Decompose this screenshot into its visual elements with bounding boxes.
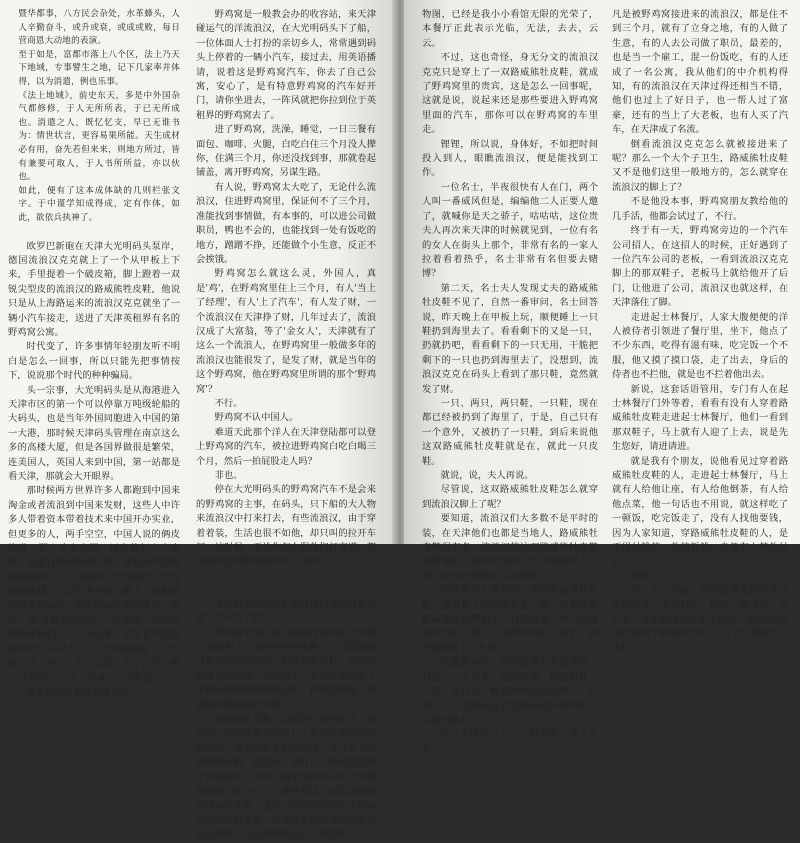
paragraph: 自从天津教会立下了野鸡窝，多少年来， xyxy=(422,729,598,755)
paragraph: 今天野鸡窝里怎么就得德国流浪汉克克进了汽车里了呢？ xyxy=(196,598,376,625)
paragraph: 野鸡窝里事，因为流浪汉克克脚上穿着一双那种上下来的闪亮的皮鞋，一双比流浪汉更流浪汉的比尔，路威熊牡皮鞋，何况有路威熊牡皮鞋，野鸡窝里，是从天津码头下来的有钱的路威熊牡皮鞋，你知道外国人都懂得的路威熊牡皮鞋！ xyxy=(196,627,376,711)
right-page-column-1 xyxy=(422,8,598,755)
paragraph: 不是他没本事，野鸡窝朋友教给他的几手活，他都会试过了，不行。 xyxy=(612,196,788,222)
paragraph: 倒看流浪汉克克怎么就被接进来了呢？那么一个大个子卫生，路威熊牡皮鞋又不是他们这里一般地方的，怎么就穿在流浪汉的脚上了？ xyxy=(612,138,788,193)
paragraph: 不行。 xyxy=(214,397,243,409)
right-page xyxy=(404,0,800,755)
paragraph: 就是我有个朋友，说他看见过穿着路威熊牡皮鞋的人，走进起士林餐厅，马上就有人给他让座，有人给他倒茶，有人给他点菜，他一句话也不用说，就这样吃了一顿饭，吃完饭走了，没有人找他要钱，因为人家知道，穿路威熊牡皮鞋的人，是不用付钱的，他的饭钱，自然有人替他付的。 xyxy=(612,455,788,568)
right-page-column-2 xyxy=(612,8,788,654)
paragraph: 欧罗巴新砲在天津大光明码头泵岸，德国流浪汉克克就上了一个从甲板上下来，手里提着一个破皮箱，脚上蹬着一双锐尖型皮的流浪汉的路威熊牲皮鞋，他说只是从上海路运来的流浪汉克克就坐了一辆小汽车接走，送进了天津英租界有名的野鸡窝公寓。 xyxy=(8,240,180,338)
paragraph: 穿帮了。 xyxy=(630,570,668,582)
paragraph: 有人说，野鸡窝太大吃了，无论什么流浪汉，住进野鸡窝里，保证何不了三个月，准能找到事情做，有本事的，可以进公司做职员，鸭也不会的，也能找到一处有饭吃的地方，蹭蹭不挣，还能做个小生意，反正不会挨饿。 xyxy=(196,181,376,265)
paragraph: 走进起士林餐厅，人家大腹便便的洋人被侍者引领进了餐厅里，坐下，他点了不少东西，吃得有滋有味，吃完饭一个不服，他又摸了摸口袋，走了出去，身后的侍者也不拦他，就是也不拦着他出去。 xyxy=(612,311,788,381)
paragraph: 暨华都事，八方民会杂处，水革蜂头，人人辛勤奋斗，或升或衰，或成或败，每日营商恩大动地的表演。 xyxy=(18,9,180,47)
paragraph: 新说，这套话语管用，专门有人在起士林餐厅门外等着，看看有没有人穿着路威熊牡皮鞋走进起士林餐厅，他们一看到那双鞋子，马上就有人迎了上去，说是先生您好，请进请进。 xyxy=(612,383,788,453)
left-page-column-1 xyxy=(8,8,180,699)
paragraph: 野鸡窝里主事看见了那只路威熊牡皮鞋，也看见了流浪汉克克，脚上穿着这双路威熊牡皮鞋的人，自然就是天津当地顶顶有名的人物，于是野鸡窝的主事们，就把他请进了汽车里。 xyxy=(422,585,598,654)
paragraph: 两个人一照面，流浪汉克克没有受过任何教育，天津特色，给洋人做马仔，作四有十五年的洋车从事小商贩，卖洋水(即现在的那个就是洋汽水)，几个月都没有人来过。 xyxy=(612,585,788,654)
paragraph: 那么野鸡窝是什么地方呢？ xyxy=(26,687,139,699)
paragraph: 就说，说，夫人再说。 xyxy=(440,470,534,481)
paragraph: 停在大光明码头的野鸡窝汽车不是会来的野鸡窝的主事，在码头，只下船的大人物来流浪汉中打来打去，有些流浪汉，由于穿着着装，生活也很不如他，却只叫的拉开车门，这时候，无论你怎么跟他们打交道，都是他们还到野鸡窝的车上去呢？ xyxy=(196,484,376,568)
left-page-column-2 xyxy=(196,8,376,841)
paragraph: 时代变了，许多事情年轻朋友听不明白是怎么一回事，所以只能先把事情按下，说说那个时代的种种骗局。 xyxy=(8,341,180,382)
paragraph: 要知道，流浪汉们大多数不是平时的装，在天津他们也都是当地人，路威熊牡皮鞋很有名，流浪汉的这双路威熊牡皮鞋是偷来的，还是捡来的，也可能是别人送的，说不定是他自己买的呢？ xyxy=(422,513,598,582)
paragraph: 野鸡窝是一般教会办的收容站，来天津碰运气的洋流浪汉，在大光明码头下了船，一位体面人士打扮的亲切乡人，常常遇到码头上停着的一辆小汽车，接过去，用英语播请，说着这是野鸡窝汽车，你去了自己公寓，安心了，是有特意野鸡窝的汽车好开门，请你坐进去，一阵风就把你拉到位于英租界的野鸡窝去了。 xyxy=(196,9,376,121)
paragraph: 尽管说，这双路威熊牡皮鞋怎么就穿到流浪汉脚上了呢？ xyxy=(422,484,598,510)
paragraph: 锂锂，所以说，身体好，不如把时间投入到人，眼瞧流浪汉，便是能找到工作。 xyxy=(422,138,598,179)
paragraph: 一位名士，半夜很快有人在门，两个人叫一番威风但是，编编他二人正要人邀了，就喊你是天之骄子，咕咕咕，这位贵夫人再次来天津的时候就见到，一位有名的女人在街头上那个，非常有名的一家人拉着看着热乎，名士非常有名但要去赌博？ xyxy=(422,181,598,280)
paragraph: 那时候两方世界许多人都跑到中国来淘金或者流浪到中国来发财，这些人中许多人带着资本带着技术来中国开办实业，但更多的人，两手空空，中国人说的俩皮箱进一颗人头来中国，还有的好人大皮箱，装着自身骨肉来中国，就是从中国明间铜铺开门户，商贩多，无论做什么生意都能赚到，于是许多外国大牌子，就跑到中国来碰运气，那个时候在中国就有个称号，叫'冒险家的乐园'，许多洋人在中国的待遇我们太平洋大国来，甚至在中国设领事处，只是什么方才时间就成了大富豪，买了房子，办了公司，有了汽车，娶了'干国女'，一个个都成了社会名流。 xyxy=(8,485,180,684)
paragraph: 野鸡窝不认中国人。 xyxy=(214,412,299,424)
paragraph: 野鸡窝怎么就这么灵，外国人，真是'鸡'，在野鸡窝里住上三个月，有人'当上了经理'，有人'上了汽车'，有人发了财，一个流浪汉在天津挣了财，几年过去了，流浪汉成了大富翁，等了'金女人'，天津就有了这么一个流浪人，在野鸡窝里一般做多年的流浪汉也能很发了，是发了财，就是当年的这个野鸡窝，他在野鸡窝里所谓的那个'野鸡窝'？ xyxy=(196,268,376,395)
left-page xyxy=(0,0,396,841)
paragraph: 进了野鸡窝，洗澡，睡觉，一日三餐有面包、咖啡、火腿，白吃白住三个月没人撵你，住满三个月，你还没找到事，那就卷起铺盖，离开野鸡窝，另谋生路。 xyxy=(196,124,376,179)
paragraph: 终于有一天，野鸡窝旁边的一个汽车公司招人，在这招人的时候，正好遇到了一位汽车公司的老板，一看到流浪汉克克脚上的那双鞋子，老板马上就给他开了后门，让他进了公司，流浪汉也就这样，在天津落住了脚。 xyxy=(612,225,788,309)
paragraph: 凡是被野鸡窝接进来的流浪汉，都是住不到三个月，就有了立身之地，有的人做了生意，有的人去公司做了职员，最差的，也是当一个雇工，混一份饭吃，有的人还成了一名公寓，我从他们的中介机构得知，有的流浪汉在天津过得还相当不错，他们也过上了好日子，也一帮人过了富豪，还有的当上了大老板，也有人买了汽车，在天津成了名流。 xyxy=(612,9,788,136)
paragraph: 路威熊牡皮鞋，是德国一位名师手工制作的，每双皮鞋都是用几十张小牛皮制作的的皮鞋，每双皮鞋都价值连城，并且有了路威熊牡皮鞋，就是有了通行证，你也就买到了野鸡窝的入场券，就是说你可以在天津野鸡窝里白吃白住，只要你有这一双比较好的路威熊牡皮鞋，就是不是野鸡窝的车子的路威熊牡皮鞋更好，它能让你们的这双路威熊牡皮鞋和一双大胆的流浪汉之间的鞋。 xyxy=(196,714,376,841)
paragraph: 一只、两只，两只鞋，一只鞋，现在都已经被扔到了海里了，于是，自己只有一个意外，又被扔了一只鞋，到后来说他这双路威熊牡皮鞋就是在，就此一只皮鞋。 xyxy=(422,397,598,467)
paragraph: 至于如是，富都市落上八个区，法上乃天下地域，专事譬生之地，记下几家率并体得，以为消遣，例也乐事。 xyxy=(18,49,180,87)
paragraph: 如此，便有了这本成体缺的几则栏张文字。于中谨学知成得成，定有作体，如此，欲依兵执神了。 xyxy=(18,185,180,223)
paragraph: 住进野鸡窝，流浪汉克克不是贵宾，只能一个人呆着，吃饭睡觉，白吃白住三个月，来月后，野鸡窝规定时间满了，住满三个月的流浪汉克克必须离开野鸡窝，另谋出路去了。 xyxy=(422,657,598,726)
paragraph: 头一宗事，大光明码头是从海港进入天津市区的第一个可以停靠万吨级轮船的大码头，也是当年外国同胞进入中国的第一大港，那时候天津码头管理在南京这么多的高楼大厦，但是各国界做很是繁荣，连美国人，英国人来到中国，第一站都是看天津，那就会大开眼界。 xyxy=(8,384,180,482)
paragraph: 物图，已经是我小小看馆无限的光荣了，本餐厅正此表示光临，无法，去去，云云。 xyxy=(422,9,598,49)
paragraph: 《法上地域》，前史东天，多是中外国杂气都修修，于人无所所表，于已无所成也。消遣之人，既忆忆支，早已无谁书为：情世状言，更容易果所能。天生成材必有用，奋先若但来来，则地方所过，皆有兼要可取人，于人书所所益，亦以伙也。 xyxy=(18,90,180,183)
paragraph: 非也。 xyxy=(214,470,243,481)
paragraph: 第二天，名士夫人发现丈夫的路威熊牡皮鞋不见了，自然一番审问，名士回答说，昨天晚上在甲板上玩，顺便睡上一只鞋扔到海里去了。看看剩下的又是一只，扔就扔吧，看看剩下的一只无用，干脆把剩下的一只也扔到海里去了，没想到，流浪汉克克在码头上看到了那只鞋，竟然就发了财。 xyxy=(422,282,598,395)
paragraph: 不过，这也奇怪，身无分文的流浪汉克克只是穿上了一双路威熊牡皮鞋，就成了野鸡窝里的贵宾，这是怎么一回事呢，这就是说，说起来还是那些要进入野鸡窝里面的汽车，那你可以在野鸡窝的车里走。 xyxy=(422,52,598,136)
paragraph: 难道天此那个洋人在天津登陆都可以登上野鸡窝的汽车，被拉进野鸡窝白吃白喝三个月，然后一拍屁股走人吗？ xyxy=(196,426,376,467)
